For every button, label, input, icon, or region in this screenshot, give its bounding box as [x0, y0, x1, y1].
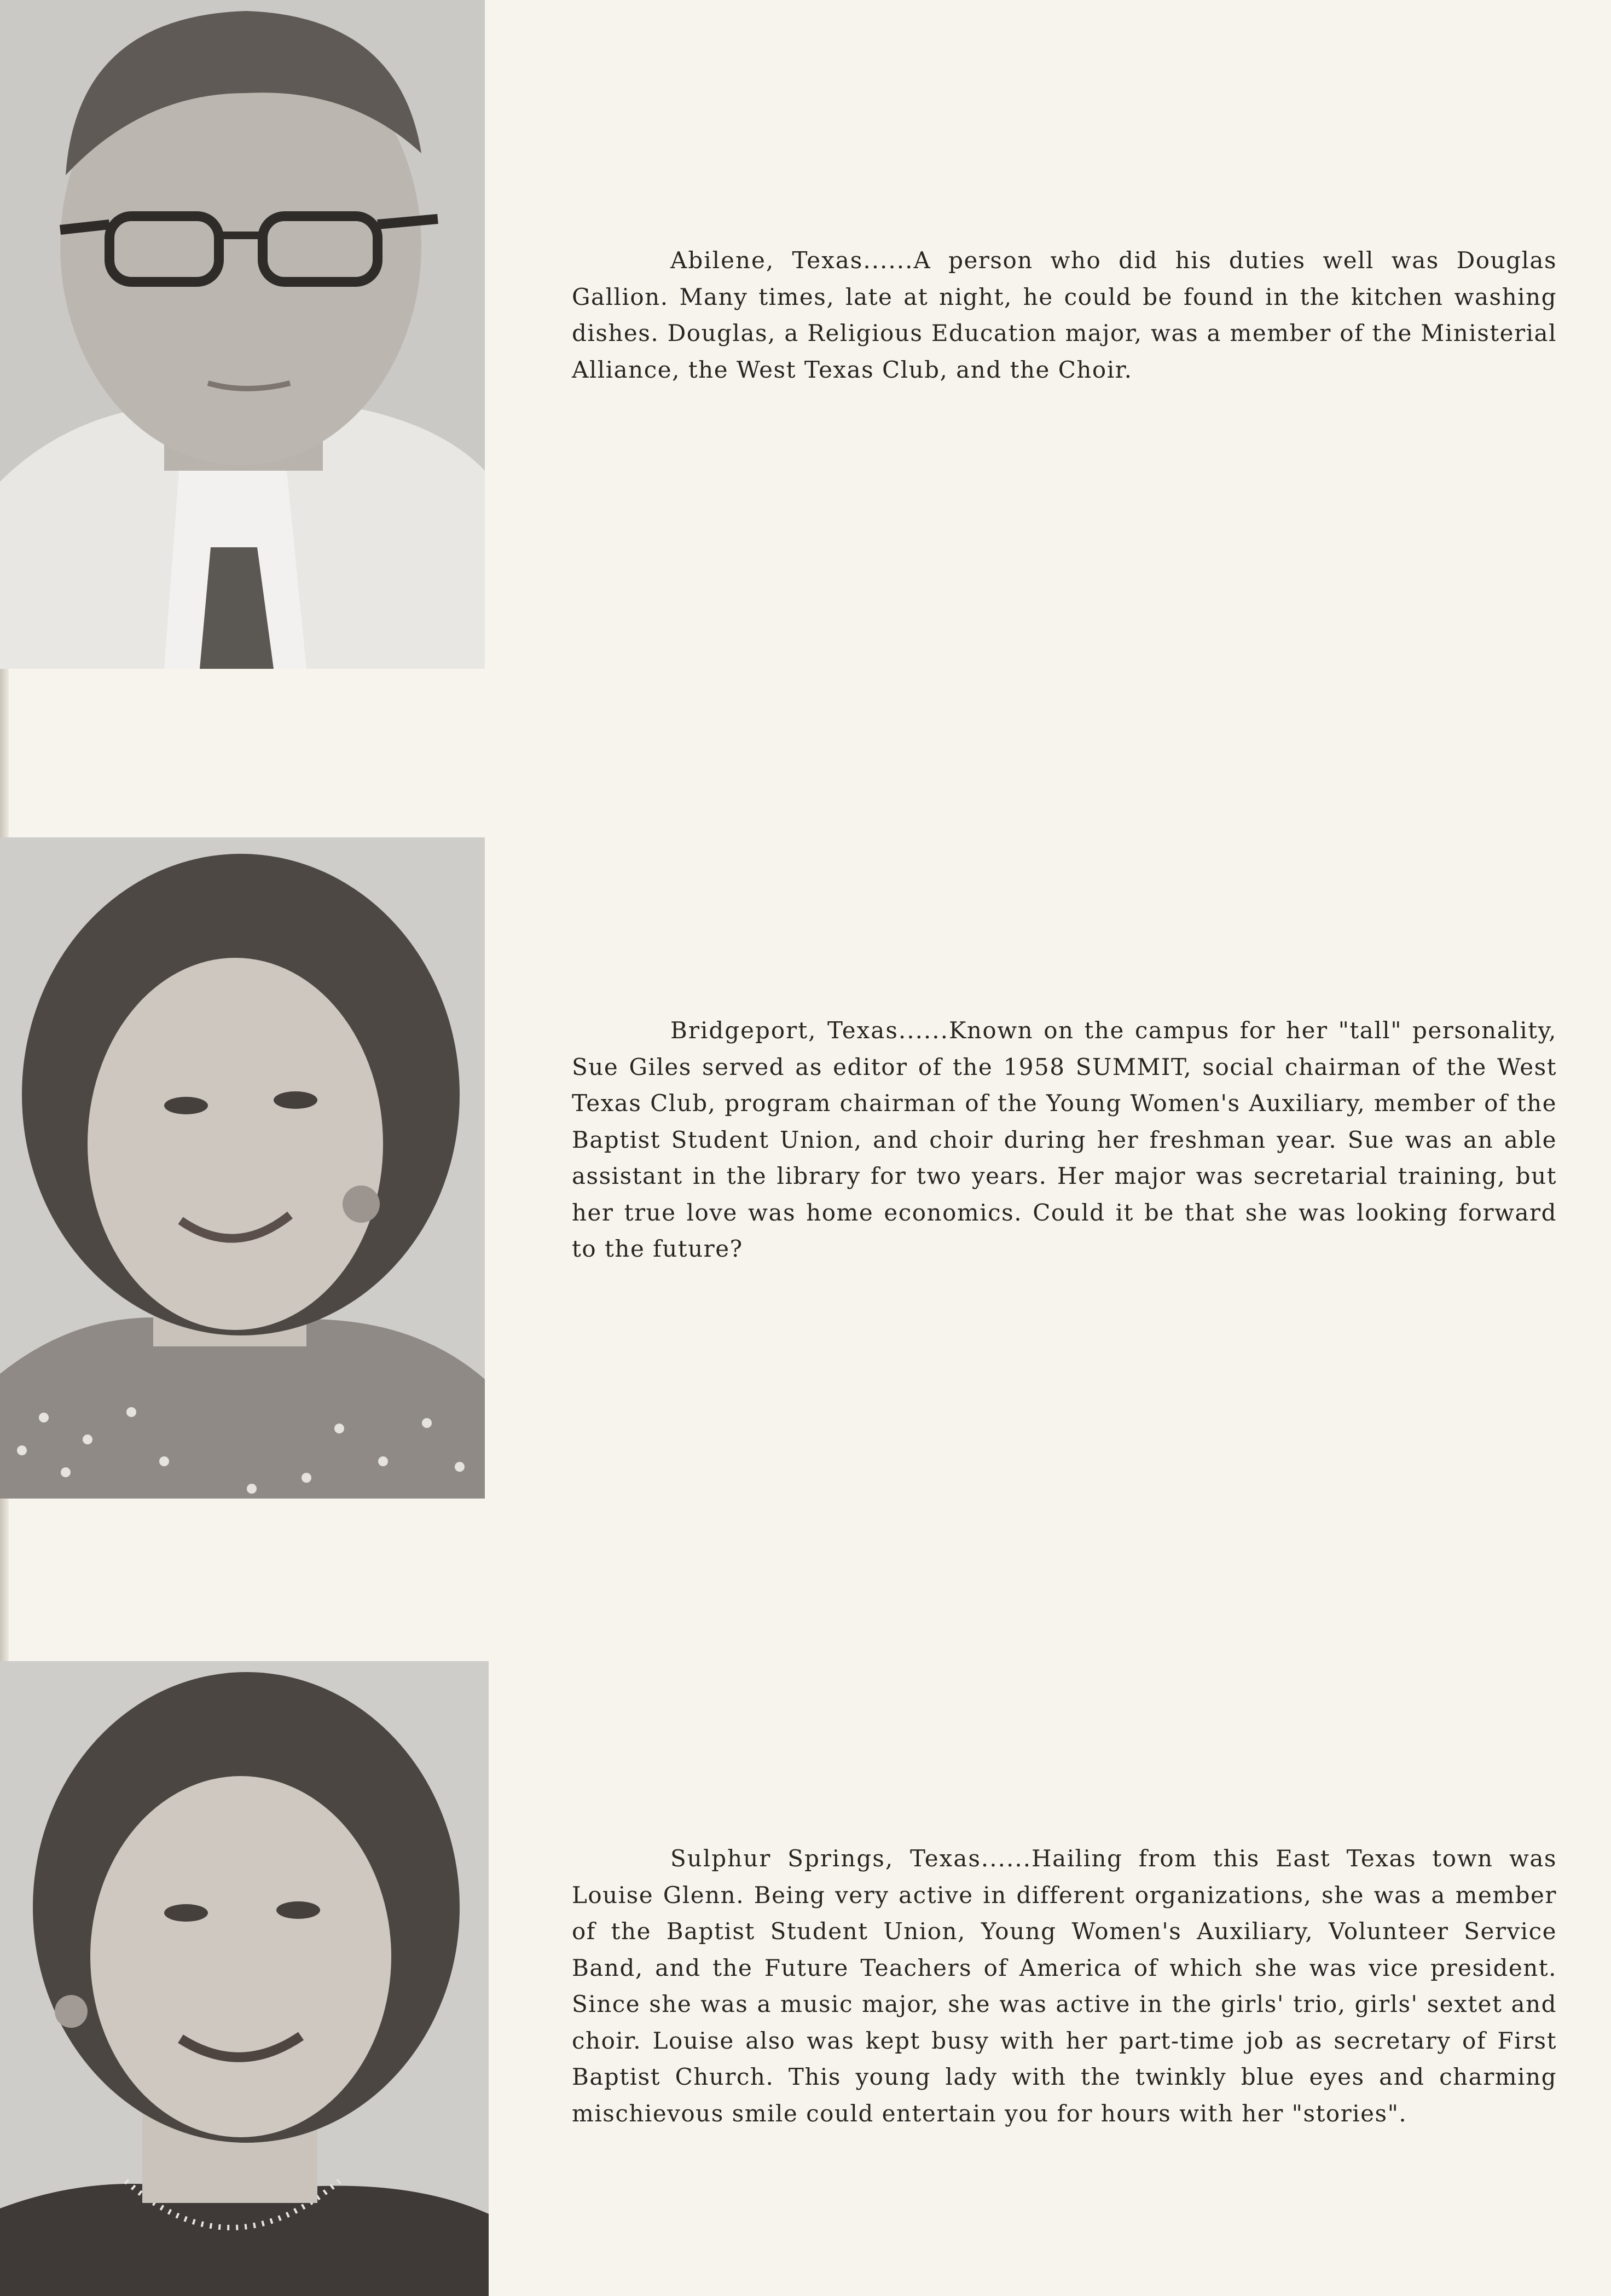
- entry-text: A person who did his duties well was Douglas Gallion. Many times, late at night, he could be found in the kitchen washing dishes. Douglas, a Religious Education major, was a member of the Ministerial Alliance, the West Texas Club, and the Choir.: [572, 247, 1557, 383]
- portrait-photo-1: [0, 0, 485, 669]
- portrait-photo-2: [0, 837, 485, 1499]
- entry-douglas-gallion: [572, 242, 1557, 388]
- entry-sue-giles: [572, 1013, 1557, 1268]
- entry-text: Known on the campus for her "tall" personality, Sue Giles served as editor of the 1958 SUMMIT, social chairman of the West Texas Club, program chairman of the Young Women's Auxiliary, member of the Baptist Student Union, and choir during her freshman year. Sue was an able assistant in the library for two years. Her major was secretarial training, but her true love was home economics. Could it be that she was looking forward to the future?: [572, 1017, 1557, 1262]
- entry-text: Hailing from this East Texas town was Louise Glenn. Being very active in different organizations, she was a member of the Baptist Student Union, Young Women's Auxiliary, Volunteer Service Band, and the Future Teachers of America of which she was vice president. Since she was a music major, she was active in the girls' trio, girls' sextet and choir. Louise also was kept busy with her part-time job as secretary of First Baptist Church. This young lady with the twinkly blue eyes and charming mischievous smile could entertain you for hours with her "stories".: [572, 1845, 1557, 2127]
- entry-louise-glenn: [572, 1841, 1557, 2132]
- entry-place: Abilene, Texas......: [670, 247, 914, 274]
- entry-place: Bridgeport, Texas......: [670, 1017, 949, 1044]
- entry-place: Sulphur Springs, Texas......: [670, 1845, 1032, 1872]
- portrait-photo-3: [0, 1661, 489, 2296]
